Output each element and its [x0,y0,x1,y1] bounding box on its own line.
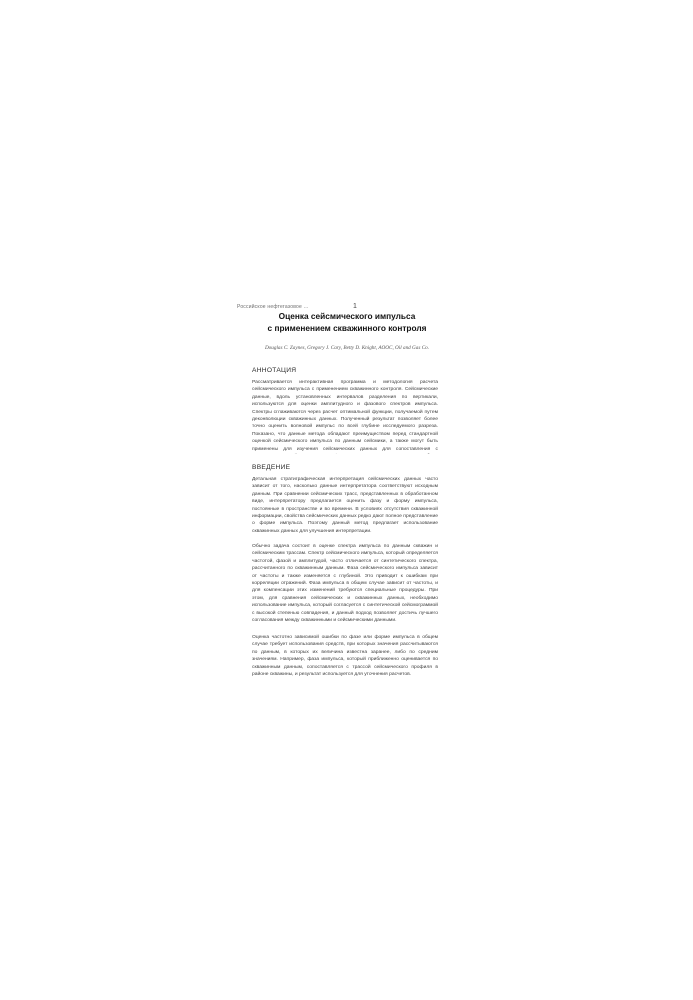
running-header-text: Российское нефтегазовое … [237,304,309,310]
page-number: 1 [353,303,358,310]
abstract-heading: АННОТАЦИЯ [252,367,297,374]
introduction-paragraph-2: Обычно задача состоит в оценке спектра импульса по данным скважин и сейсмическим трассам. Спектр сейсмического импульса, который определяется частотой, фазой и амплитудой, часто отличается от синтетического спектра, рассчитанного по скважинным данным. Фаза сейсмического импульса зависит от частоты и также изменяется с глубиной. Это приводит к ошибкам при корреляции отражений. Фаза импульса в общем случае зависит от частоты, и для компенсации этих изменений требуются специальные процедуры. При этом, для сравнения сейсмических и скважинных данных, необходимо использование импульса, который согласуется с синтетической сейсмограммой с высокой степенью совпадения, и данный подход позволяет достичь лучшего согласования между скважинными и сейсмическими данными. [252,544,438,624]
paper-authors: Douglas C. Zaynes, Gregory J. Cary, Betty D. Knight, AOOC, Oil and Gas Co. [264,345,430,351]
paper-title-line-2: с применением скважинного контроля [267,323,427,333]
introduction-paragraph-1: Детальная стратиграфическая интерпретация сейсмических данных часто зависит от того, насколько данные интерпретатора соответствуют исходным данным. При сравнении сейсмических трасс, представленных в обработанном виде, интерпретатору предлагается оценить фазу и форму импульса, постоянные в пространстве и во времени. В условиях отсутствия скважинной информации, свойства сейсмических данных редко дают полное представление о форме импульса. Поэтому данный метод предлагает использование скважинных данных для улучшения интерпретации. [252,477,438,534]
introduction-heading: ВВЕДЕНИЕ [252,464,291,471]
paper-title [236,310,458,334]
introduction-paragraph-3: Оценка частотно зависимой ошибки по фазе или форме импульса в общем случае требует использования средств, при которых значения рассчитываются по данным, в которых их величина известна заранее, либо по средним значениям. Например, фаза импульса, который приближенно оценивается по скважинным данным, сопоставляется с трассой сейсмического профиля в районе скважины, и результат используется для уточнения расчетов. [252,635,438,678]
paper-title-line-1: Оценка сейсмического импульса [278,311,416,321]
abstract-paragraph: Рассматривается интерактивная программа и методология расчета сейсмического импульса с применением скважинного контроля. Сейсмические данные, вдоль установленных интервалов разделения по вертикали, используются для оценки амплитудного и фазового спектров импульса. Спектры сглаживаются через расчет оптимальной функции, получаемой путем деконволюции скважинных данных. Полученный результат позволяет более точно оценить волновой импульс по всей глубине исследуемого разреза. Показано, что данные метода обладают преимуществом перед стандартной оценкой сейсмического импульса по данным сейсмики, а также могут быть применены для изучения сейсмических данных для сопоставления с [252,380,438,452]
